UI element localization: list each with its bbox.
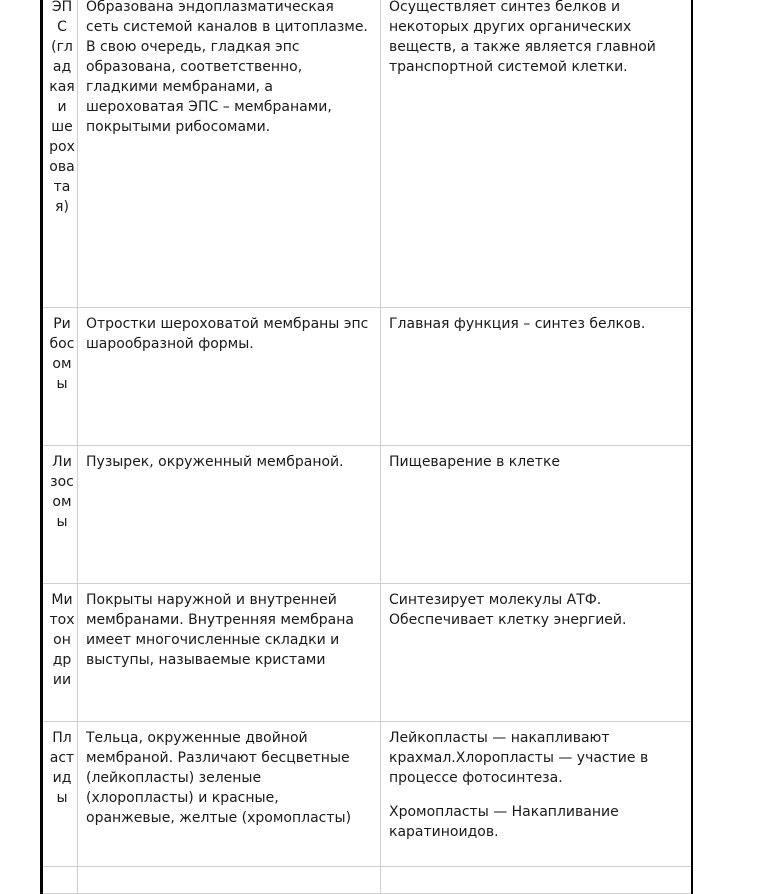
table-row — [42, 867, 692, 894]
organelle-structure — [78, 867, 381, 894]
organelle-name: Пластиды — [42, 722, 78, 867]
function-paragraph: Хромопласты — Накапливание каратиноидов. — [389, 804, 619, 840]
organelle-function: Пищеварение в клетке — [381, 446, 692, 584]
table-row — [42, 0, 692, 308]
table-row — [42, 722, 692, 867]
organelle-structure: Образована эндоплазматическая сеть системой каналов в цитоплазме. В свою очередь, гладкая эпс образована, соответственно, гладкими мембранами, а шероховатая ЭПС – мембранами, покрытыми рибосомами. — [78, 0, 381, 308]
organelle-function: Главная функция – синтез белков. — [381, 308, 692, 446]
organelle-structure: Покрыты наружной и внутренней мембранами. Внутренняя мембрана имеет многочисленные складки и выступы, называемые кристами — [78, 584, 381, 722]
organelle-function — [381, 867, 692, 894]
organelle-function — [381, 722, 692, 867]
document-page — [40, 0, 690, 894]
organelle-structure: Отростки шероховатой мембраны эпс шарообразной формы. — [78, 308, 381, 446]
organelle-name: Лизосомы — [42, 446, 78, 584]
organelle-name — [42, 867, 78, 894]
organelles-table — [40, 0, 693, 894]
organelle-name: Митохондрии — [42, 584, 78, 722]
organelle-structure: Пузырек, окруженный мембраной. — [78, 446, 381, 584]
organelle-name: Рибосомы — [42, 308, 78, 446]
table-row — [42, 584, 692, 722]
organelle-structure: Тельца, окруженные двойной мембраной. Различают бесцветные (лейкопласты) зеленые (хлоропласты) и красные, оранжевые, желтые (хромопласты) — [78, 722, 381, 867]
function-paragraph: Лейкопласты — накапливают крахмал.Хлоропласты — участие в процессе фотосинтеза. — [389, 730, 649, 786]
organelle-function: Осуществляет синтез белков и некоторых других органических веществ, а также является главной транспортной системой клетки. — [381, 0, 692, 308]
organelle-name: ЭПС (гладкая и шероховатая) — [42, 0, 78, 308]
table-row — [42, 308, 692, 446]
organelle-function: Синтезирует молекулы АТФ. Обеспечивает клетку энергией. — [381, 584, 692, 722]
table-row — [42, 446, 692, 584]
